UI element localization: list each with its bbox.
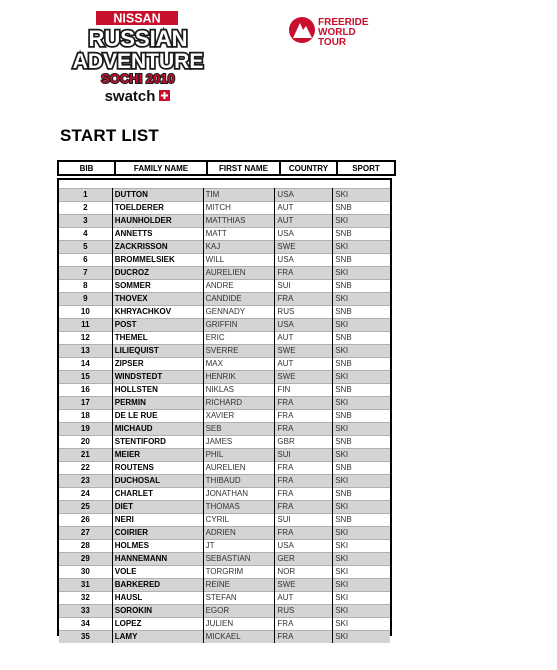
cell-family-name: BARKERED: [112, 579, 203, 592]
cell-country: SUI: [275, 449, 333, 462]
cell-sport: SKI: [333, 241, 390, 254]
cell-family-name: THEMEL: [112, 332, 203, 345]
cell-country: FRA: [275, 397, 333, 410]
cell-family-name: LILIEQUIST: [112, 345, 203, 358]
cell-family-name: DUCROZ: [112, 267, 203, 280]
cell-first-name: GENNADY: [203, 306, 275, 319]
cell-sport: SKI: [333, 605, 390, 618]
cell-bib: 3: [59, 215, 112, 228]
table-row: [59, 215, 390, 228]
table-row: [59, 254, 390, 267]
cell-family-name: HOLMES: [112, 540, 203, 553]
header-first-name: FIRST NAME: [207, 161, 280, 175]
cell-country: USA: [275, 189, 333, 202]
cell-sport: SKI: [333, 540, 390, 553]
cell-first-name: ERIC: [203, 332, 275, 345]
cell-sport: SNB: [333, 358, 390, 371]
cell-country: SUI: [275, 280, 333, 293]
cell-bib: 23: [59, 475, 112, 488]
cell-country: FRA: [275, 527, 333, 540]
cell-sport: SKI: [333, 371, 390, 384]
cell-bib: 18: [59, 410, 112, 423]
cell-family-name: HOLLSTEN: [112, 384, 203, 397]
logo-line1-text: RUSSIAN: [88, 26, 188, 51]
cell-family-name: DUCHOSAL: [112, 475, 203, 488]
table-row: [59, 449, 390, 462]
table-row: [59, 228, 390, 241]
cell-sport: SNB: [333, 280, 390, 293]
cell-country: SWE: [275, 241, 333, 254]
table-row: [59, 189, 390, 202]
header-family-name: FAMILY NAME: [115, 161, 207, 175]
cell-bib: 22: [59, 462, 112, 475]
cell-sport: SKI: [333, 345, 390, 358]
cell-country: AUT: [275, 592, 333, 605]
cell-sport: SKI: [333, 618, 390, 631]
cell-first-name: AURELIEN: [203, 462, 275, 475]
cell-first-name: AURELIEN: [203, 267, 275, 280]
cell-bib: 11: [59, 319, 112, 332]
cell-country: NOR: [275, 566, 333, 579]
table-row: [59, 202, 390, 215]
cell-family-name: SOMMER: [112, 280, 203, 293]
cell-bib: 26: [59, 514, 112, 527]
cell-country: RUS: [275, 605, 333, 618]
cell-bib: 7: [59, 267, 112, 280]
cell-country: RUS: [275, 306, 333, 319]
table-row: [59, 566, 390, 579]
cell-country: USA: [275, 254, 333, 267]
cell-bib: 16: [59, 384, 112, 397]
cell-bib: 21: [59, 449, 112, 462]
table-row: [59, 631, 390, 644]
cell-country: AUT: [275, 332, 333, 345]
cell-first-name: JONATHAN: [203, 488, 275, 501]
cell-country: USA: [275, 228, 333, 241]
cell-country: AUT: [275, 215, 333, 228]
cell-first-name: SVERRE: [203, 345, 275, 358]
cell-first-name: MAX: [203, 358, 275, 371]
cell-first-name: THOMAS: [203, 501, 275, 514]
cell-bib: 5: [59, 241, 112, 254]
cell-family-name: DIET: [112, 501, 203, 514]
cell-first-name: SEBASTIAN: [203, 553, 275, 566]
column-header: [57, 160, 396, 176]
cell-family-name: ROUTENS: [112, 462, 203, 475]
cell-family-name: ZIPSER: [112, 358, 203, 371]
table-row: [59, 371, 390, 384]
logo-sponsor-text: swatch: [104, 88, 156, 105]
cell-country: GBR: [275, 436, 333, 449]
cell-country: SWE: [275, 371, 333, 384]
cell-country: FRA: [275, 618, 333, 631]
cell-first-name: XAVIER: [203, 410, 275, 423]
cell-bib: 20: [59, 436, 112, 449]
table-row: [59, 488, 390, 501]
cell-family-name: CHARLET: [112, 488, 203, 501]
cell-family-name: HAUNHOLDER: [112, 215, 203, 228]
cell-first-name: JAMES: [203, 436, 275, 449]
cell-bib: 9: [59, 293, 112, 306]
cell-country: USA: [275, 540, 333, 553]
cell-country: SUI: [275, 514, 333, 527]
cell-bib: 14: [59, 358, 112, 371]
cell-family-name: SOROKIN: [112, 605, 203, 618]
cell-first-name: EGOR: [203, 605, 275, 618]
logo-brand-text: NISSAN: [113, 11, 161, 26]
cell-sport: SKI: [333, 553, 390, 566]
cell-sport: SKI: [333, 397, 390, 410]
cell-sport: SNB: [333, 384, 390, 397]
cell-country: AUT: [275, 358, 333, 371]
cell-country: FRA: [275, 293, 333, 306]
cell-family-name: HAUSL: [112, 592, 203, 605]
cell-family-name: BROMMELSIEK: [112, 254, 203, 267]
cell-bib: 17: [59, 397, 112, 410]
cell-sport: SNB: [333, 514, 390, 527]
cell-first-name: MATT: [203, 228, 275, 241]
cell-sport: SKI: [333, 267, 390, 280]
cell-bib: 10: [59, 306, 112, 319]
cell-sport: SNB: [333, 332, 390, 345]
cell-bib: 19: [59, 423, 112, 436]
cell-first-name: NIKLAS: [203, 384, 275, 397]
start-list-table: [57, 178, 392, 641]
table-row: [59, 475, 390, 488]
table-row: [59, 410, 390, 423]
cell-bib: 33: [59, 605, 112, 618]
cell-first-name: TORGRIM: [203, 566, 275, 579]
table-row: [59, 241, 390, 254]
table-row: [59, 605, 390, 618]
cell-country: FRA: [275, 501, 333, 514]
cell-bib: 25: [59, 501, 112, 514]
cell-bib: 1: [59, 189, 112, 202]
table-row: [59, 267, 390, 280]
cell-first-name: RICHARD: [203, 397, 275, 410]
cell-bib: 30: [59, 566, 112, 579]
cell-country: GER: [275, 553, 333, 566]
cell-country: FRA: [275, 462, 333, 475]
cell-family-name: ZACKRISSON: [112, 241, 203, 254]
tour-line2-text: WORLD: [318, 27, 356, 38]
start-list-body: [59, 188, 390, 643]
cell-bib: 2: [59, 202, 112, 215]
table-row: [59, 436, 390, 449]
table-row: [59, 514, 390, 527]
cell-first-name: REINE: [203, 579, 275, 592]
header-sport: SPORT: [337, 161, 395, 175]
cell-country: FRA: [275, 423, 333, 436]
cell-family-name: WINDSTEDT: [112, 371, 203, 384]
cell-first-name: JULIEN: [203, 618, 275, 631]
cell-bib: 15: [59, 371, 112, 384]
cell-first-name: CYRIL: [203, 514, 275, 527]
table-row: [59, 592, 390, 605]
cell-family-name: POST: [112, 319, 203, 332]
cell-sport: SKI: [333, 592, 390, 605]
cell-country: USA: [275, 319, 333, 332]
cell-country: FRA: [275, 488, 333, 501]
cell-bib: 32: [59, 592, 112, 605]
table-row: [59, 423, 390, 436]
cell-first-name: MITCH: [203, 202, 275, 215]
cell-country: SWE: [275, 579, 333, 592]
cell-sport: SNB: [333, 410, 390, 423]
cell-first-name: ANDRE: [203, 280, 275, 293]
cell-bib: 8: [59, 280, 112, 293]
freeride-world-tour-logo: [288, 14, 388, 48]
table-row: [59, 527, 390, 540]
cell-bib: 35: [59, 631, 112, 644]
table-row: [59, 540, 390, 553]
cell-family-name: DUTTON: [112, 189, 203, 202]
cell-family-name: HANNEMANN: [112, 553, 203, 566]
tour-line3-text: TOUR: [318, 37, 347, 48]
table-row: [59, 618, 390, 631]
cell-country: FRA: [275, 631, 333, 644]
cell-sport: SKI: [333, 319, 390, 332]
cell-sport: SKI: [333, 527, 390, 540]
cell-country: SWE: [275, 345, 333, 358]
cell-sport: SKI: [333, 449, 390, 462]
cell-family-name: KHRYACHKOV: [112, 306, 203, 319]
cell-family-name: LAMY: [112, 631, 203, 644]
cell-sport: SKI: [333, 293, 390, 306]
cell-bib: 29: [59, 553, 112, 566]
cell-sport: SNB: [333, 488, 390, 501]
cell-sport: SNB: [333, 462, 390, 475]
cell-bib: 34: [59, 618, 112, 631]
cell-bib: 6: [59, 254, 112, 267]
cell-sport: SKI: [333, 631, 390, 644]
cell-family-name: TOELDERER: [112, 202, 203, 215]
cell-sport: SKI: [333, 501, 390, 514]
cell-sport: SKI: [333, 566, 390, 579]
cell-bib: 12: [59, 332, 112, 345]
table-row: [59, 280, 390, 293]
table-row: [59, 553, 390, 566]
table-row: [59, 293, 390, 306]
table-row: [59, 332, 390, 345]
cell-bib: 27: [59, 527, 112, 540]
cell-sport: SNB: [333, 254, 390, 267]
cell-sport: SNB: [333, 228, 390, 241]
cell-bib: 24: [59, 488, 112, 501]
cell-family-name: MICHAUD: [112, 423, 203, 436]
cell-family-name: MEIER: [112, 449, 203, 462]
cell-first-name: SEB: [203, 423, 275, 436]
cell-first-name: TIM: [203, 189, 275, 202]
table-row: [59, 358, 390, 371]
cell-family-name: VOLE: [112, 566, 203, 579]
cell-country: FRA: [275, 475, 333, 488]
cell-family-name: PERMIN: [112, 397, 203, 410]
cell-sport: SKI: [333, 215, 390, 228]
table-row: [59, 345, 390, 358]
cell-first-name: HENRIK: [203, 371, 275, 384]
cell-sport: SNB: [333, 436, 390, 449]
cell-family-name: STENTIFORD: [112, 436, 203, 449]
table-row: [59, 384, 390, 397]
cell-sport: SKI: [333, 579, 390, 592]
cell-family-name: COIRIER: [112, 527, 203, 540]
page-title: START LIST: [60, 126, 159, 145]
header-country: COUNTRY: [280, 161, 337, 175]
cell-bib: 13: [59, 345, 112, 358]
cell-family-name: LOPEZ: [112, 618, 203, 631]
cell-first-name: MATTHIAS: [203, 215, 275, 228]
cell-bib: 31: [59, 579, 112, 592]
cell-first-name: PHIL: [203, 449, 275, 462]
logo-line3-text: SOCHI 2010: [101, 71, 175, 86]
cell-first-name: KAJ: [203, 241, 275, 254]
cell-first-name: ADRIEN: [203, 527, 275, 540]
tour-line1-text: FREERIDE: [318, 17, 369, 28]
table-row: [59, 306, 390, 319]
cell-country: FRA: [275, 410, 333, 423]
cell-first-name: JT: [203, 540, 275, 553]
header-bib: BIB: [58, 161, 115, 175]
cell-first-name: GRIFFIN: [203, 319, 275, 332]
cell-sport: SNB: [333, 202, 390, 215]
cell-family-name: ANNETTS: [112, 228, 203, 241]
cell-sport: SNB: [333, 306, 390, 319]
table-row: [59, 319, 390, 332]
table-row: [59, 501, 390, 514]
cell-sport: SKI: [333, 423, 390, 436]
table-row: [59, 397, 390, 410]
cell-first-name: CANDIDE: [203, 293, 275, 306]
cell-first-name: MICKAEL: [203, 631, 275, 644]
cell-country: FRA: [275, 267, 333, 280]
cell-bib: 28: [59, 540, 112, 553]
cell-family-name: NERI: [112, 514, 203, 527]
cell-country: FIN: [275, 384, 333, 397]
table-row: [59, 462, 390, 475]
cell-family-name: DE LE RUE: [112, 410, 203, 423]
cell-first-name: WILL: [203, 254, 275, 267]
logo-line2-text: ADVENTURE: [72, 50, 204, 73]
cell-bib: 4: [59, 228, 112, 241]
cell-first-name: STEFAN: [203, 592, 275, 605]
cell-sport: SKI: [333, 189, 390, 202]
cell-first-name: THIBAUD: [203, 475, 275, 488]
table-row: [59, 579, 390, 592]
cell-sport: SKI: [333, 475, 390, 488]
cell-family-name: THOVEX: [112, 293, 203, 306]
cell-country: AUT: [275, 202, 333, 215]
russian-adventure-logo: [58, 10, 218, 105]
